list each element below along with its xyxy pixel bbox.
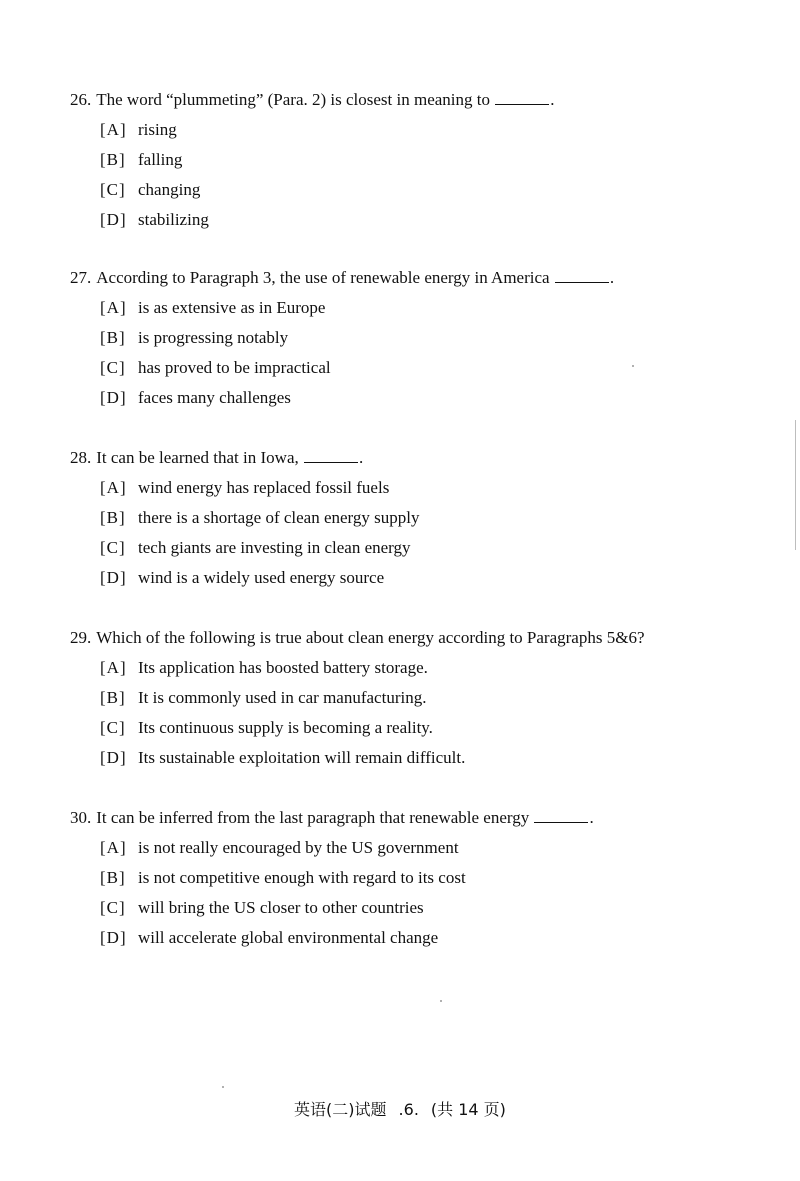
option-b bbox=[100, 328, 770, 348]
option-text: changing bbox=[138, 180, 201, 199]
option-list bbox=[100, 658, 770, 768]
option-letter: [C] bbox=[100, 718, 126, 737]
question-stem bbox=[70, 628, 770, 648]
option-list bbox=[100, 838, 770, 948]
option-c bbox=[100, 180, 770, 200]
question-28 bbox=[70, 448, 770, 598]
option-text: wind energy has replaced fossil fuels bbox=[138, 478, 390, 497]
question-26 bbox=[70, 90, 770, 240]
option-text: wind is a widely used energy source bbox=[138, 568, 385, 587]
option-text: stabilizing bbox=[138, 210, 209, 229]
option-letter: [B] bbox=[100, 328, 126, 347]
option-list bbox=[100, 120, 770, 230]
option-letter: [D] bbox=[100, 210, 127, 229]
option-letter: [B] bbox=[100, 868, 126, 887]
question-27 bbox=[70, 268, 770, 418]
question-stem bbox=[70, 448, 770, 468]
option-d bbox=[100, 388, 770, 408]
option-text: is progressing notably bbox=[138, 328, 289, 347]
question-number: 30. bbox=[70, 808, 92, 827]
option-text: there is a shortage of clean energy supply bbox=[138, 508, 420, 527]
option-a bbox=[100, 298, 770, 318]
option-b bbox=[100, 688, 770, 708]
stem-end: . bbox=[550, 90, 555, 109]
option-text: Its application has boosted battery storage. bbox=[138, 658, 428, 677]
stem-end: . bbox=[609, 268, 615, 287]
option-text: has proved to be impractical bbox=[138, 358, 331, 377]
option-letter: [B] bbox=[100, 150, 126, 169]
option-text: tech giants are investing in clean energy bbox=[138, 538, 411, 557]
question-stem bbox=[70, 90, 770, 110]
answer-blank bbox=[555, 268, 609, 283]
option-letter: [C] bbox=[100, 180, 126, 199]
stem-text: According to Paragraph 3, the use of renewable energy in America bbox=[96, 268, 550, 287]
option-letter: [D] bbox=[100, 928, 127, 947]
option-letter: [C] bbox=[100, 538, 126, 557]
option-list bbox=[100, 298, 770, 408]
option-letter: [B] bbox=[100, 688, 126, 707]
option-letter: [B] bbox=[100, 508, 126, 527]
page-footer bbox=[0, 1097, 800, 1120]
question-number: 29. bbox=[70, 628, 92, 647]
option-text: It is commonly used in car manufacturing. bbox=[138, 688, 427, 707]
option-text: falling bbox=[138, 150, 183, 169]
option-c bbox=[100, 718, 770, 738]
option-text: rising bbox=[138, 120, 177, 139]
footer-title: 英语(二)试题 bbox=[294, 1100, 387, 1119]
question-stem bbox=[70, 808, 770, 828]
option-text: will bring the US closer to other countries bbox=[138, 898, 424, 917]
option-b bbox=[100, 508, 770, 528]
stem-end: . bbox=[359, 448, 364, 467]
question-number: 28. bbox=[70, 448, 92, 467]
option-d bbox=[100, 568, 770, 588]
scan-speck bbox=[440, 1000, 442, 1002]
option-text: Its sustainable exploitation will remain difficult. bbox=[138, 748, 466, 767]
option-letter: [D] bbox=[100, 388, 127, 407]
option-letter: [A] bbox=[100, 298, 127, 317]
option-a bbox=[100, 478, 770, 498]
option-b bbox=[100, 868, 770, 888]
option-letter: [A] bbox=[100, 478, 127, 497]
question-29 bbox=[70, 628, 770, 778]
footer-page-number: .6. bbox=[398, 1100, 419, 1119]
option-text: is as extensive as in Europe bbox=[138, 298, 326, 317]
option-letter: [C] bbox=[100, 358, 126, 377]
stem-text: It can be inferred from the last paragraph that renewable energy bbox=[96, 808, 530, 827]
option-letter: [D] bbox=[100, 748, 127, 767]
stem-text: It can be learned that in Iowa, bbox=[96, 448, 299, 467]
option-b bbox=[100, 150, 770, 170]
stem-end: . bbox=[589, 808, 594, 827]
option-text: is not competitive enough with regard to its cost bbox=[138, 868, 466, 887]
answer-blank bbox=[495, 90, 549, 105]
option-text: is not really encouraged by the US government bbox=[138, 838, 459, 857]
option-text: Its continuous supply is becoming a reality. bbox=[138, 718, 433, 737]
option-d bbox=[100, 210, 770, 230]
option-list bbox=[100, 478, 770, 588]
question-number: 27. bbox=[70, 268, 92, 287]
option-d bbox=[100, 748, 770, 768]
option-letter: [A] bbox=[100, 658, 127, 677]
option-text: will accelerate global environmental change bbox=[138, 928, 439, 947]
question-number: 26. bbox=[70, 90, 92, 109]
option-a bbox=[100, 120, 770, 140]
scan-speck bbox=[632, 365, 634, 367]
stem-text: The word “plummeting” (Para. 2) is closest in meaning to bbox=[96, 90, 490, 109]
option-text: faces many challenges bbox=[138, 388, 291, 407]
option-c bbox=[100, 898, 770, 918]
answer-blank bbox=[534, 808, 588, 823]
option-letter: [C] bbox=[100, 898, 126, 917]
option-c bbox=[100, 358, 770, 378]
option-a bbox=[100, 838, 770, 858]
option-letter: [A] bbox=[100, 120, 127, 139]
question-30 bbox=[70, 808, 770, 958]
scan-speck bbox=[222, 1086, 224, 1088]
scan-edge-line bbox=[795, 420, 796, 550]
option-c bbox=[100, 538, 770, 558]
answer-blank bbox=[304, 448, 358, 463]
footer-total-pages: (共 14 页) bbox=[430, 1100, 506, 1119]
stem-text: Which of the following is true about clean energy according to Paragraphs 5&6? bbox=[96, 628, 645, 647]
option-d bbox=[100, 928, 770, 948]
option-letter: [A] bbox=[100, 838, 127, 857]
option-letter: [D] bbox=[100, 568, 127, 587]
option-a bbox=[100, 658, 770, 678]
question-stem bbox=[70, 268, 770, 288]
